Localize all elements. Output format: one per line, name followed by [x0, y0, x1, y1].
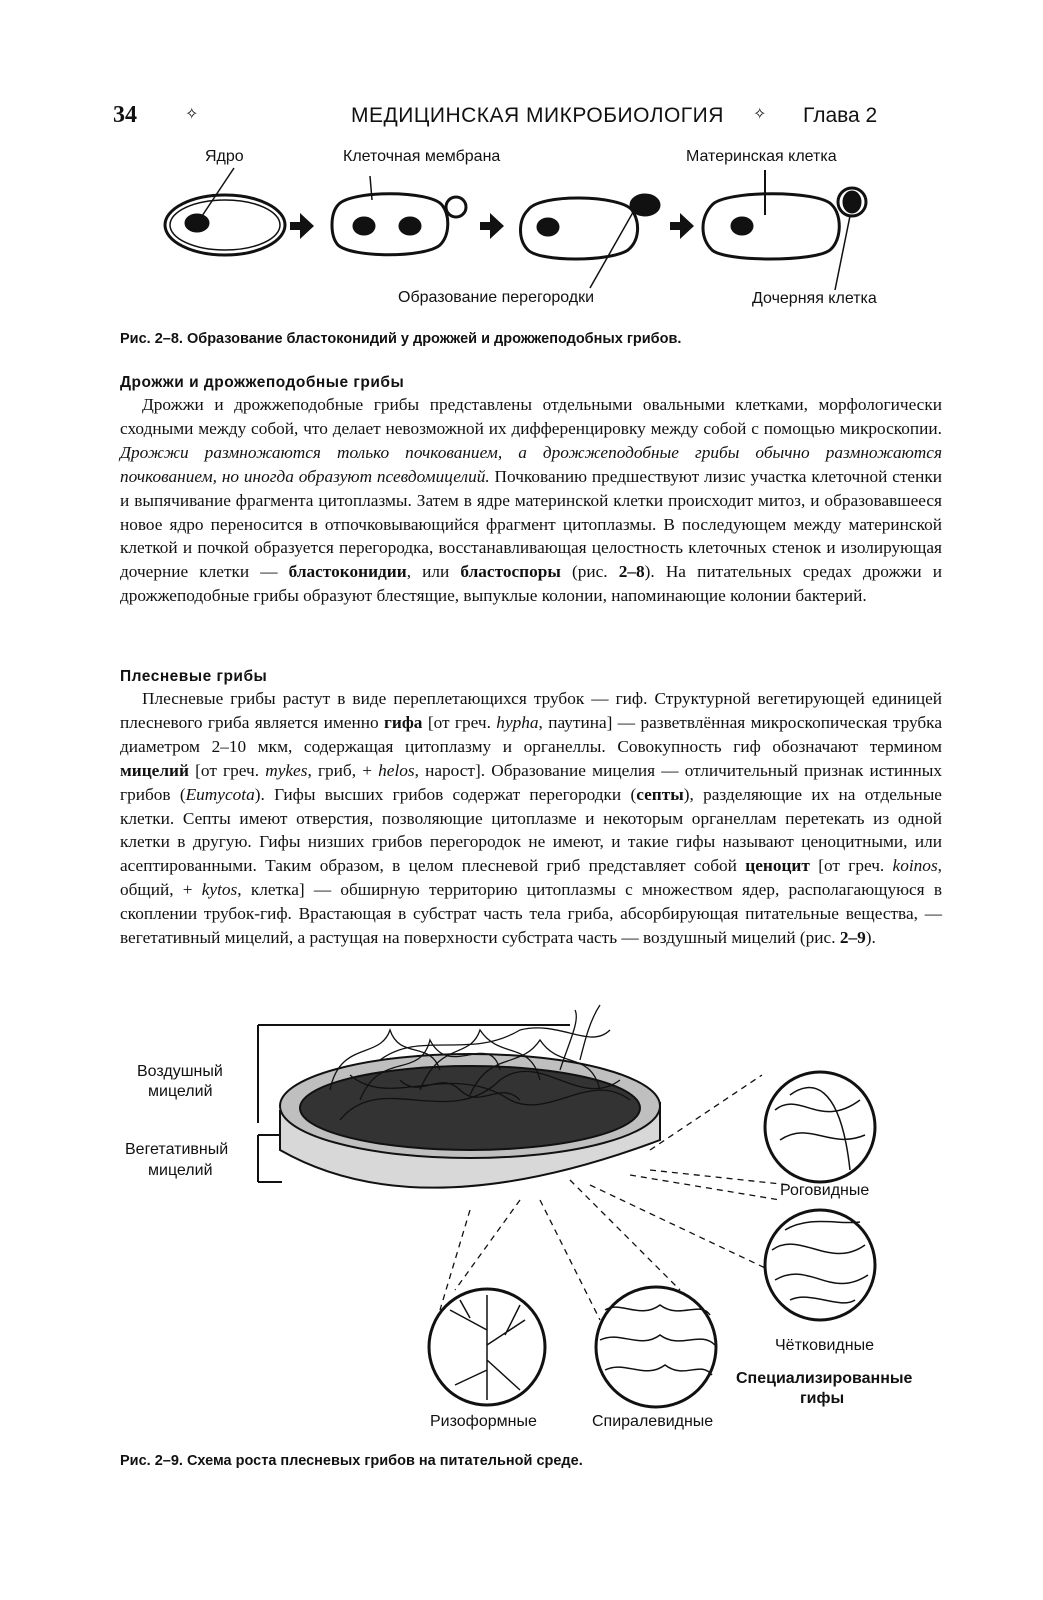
- figure-caption: Рис. 2–8. Образование бластоконидий у дрожжей и дрожжеподобных грибов.: [120, 331, 682, 347]
- label-nucleus: Ядро: [205, 148, 244, 165]
- bead-hyphae-inset: [765, 1210, 875, 1320]
- label-aerial-mycelium-2: мицелий: [148, 1083, 213, 1100]
- book-title: МЕДИЦИНСКАЯ МИКРОБИОЛОГИЯ: [351, 104, 724, 127]
- petri-dish: [280, 1054, 660, 1188]
- label-membrane: Клеточная мембрана: [343, 148, 501, 165]
- chapter-label: Глава 2: [803, 104, 878, 127]
- diamond-icon: ✧: [185, 106, 199, 123]
- label-septum: Образование перегородки: [398, 289, 595, 306]
- label-specialized-hyphae-2: гифы: [800, 1390, 845, 1407]
- label-horn-hyphae: Роговидные: [780, 1182, 870, 1199]
- vegetative-bracket: [258, 1135, 282, 1182]
- label-rhizoid-hyphae: Ризоформные: [430, 1413, 537, 1430]
- label-aerial-mycelium-1: Воздушный: [137, 1063, 223, 1080]
- spiral-hyphae-inset: [596, 1287, 716, 1407]
- horn-hyphae-inset: [765, 1072, 875, 1182]
- label-vegetative-mycelium-2: мицелий: [148, 1162, 213, 1179]
- section-heading-molds: Плесневые грибы: [120, 668, 268, 685]
- label-bead-hyphae: Чётковидные: [775, 1337, 874, 1354]
- figure-caption: Рис. 2–9. Схема роста плесневых грибов на питательной среде.: [120, 1453, 583, 1469]
- label-mother-cell: Материнская клетка: [686, 148, 837, 165]
- label-spiral-hyphae: Спиралевидные: [592, 1413, 714, 1430]
- paragraph-yeast: Дрожжи и дрожжеподобные грибы представлены отдельными овальными клетками, морфологически сходными между собой, что делает невозможной их дифференцировку между собой с помощью микроскопии. Дрожжи размножаются только почкованием, а дрожжеподобные грибы обычно размножаются почкованием, но иногда образуют псевдомицелий. Почкованию предшествуют лизис участка клеточной стенки и выпячивание фрагмента цитоплазмы. Затем в ядре материнской клетки происходит митоз, и образовавшееся новое ядро переносится в отпочковывающийся фрагмент цитоплазмы. В последующем между материнской клеткой и почкой образуется перегородка, восстанавливающая целостность клеточных стенок и изолирующая дочерние клетки — бластоконидии, или бластоспоры (рис. 2–8). На питательных средах дрожжи и дрожжеподобные грибы образуют блестящие, выпуклые колонии, напоминающие колонии бактерий.: [120, 395, 942, 606]
- page-number: 34: [113, 102, 137, 128]
- paragraph-molds: Плесневые грибы растут в виде переплетающихся трубок — гиф. Структурной вегетирующей единицей плесневого гриба является именно гифа [от греч. hypha, паутина] — разветвлённая микроскопическая трубка диаметром 2–10 мкм, содержащая цитоплазму и органеллы. Совокупность гиф обозначают термином мицелий [от греч. mykes, гриб, + helos, нарост]. Образование мицелия — отличительный признак истинных грибов (Eumycota). Гифы высших грибов содержат перегородки (септы), разделяющие их на отдельные клетки. Септы имеют отверстия, позволяющие цитоплазме и некоторым органеллам перетекать из одной клетки в другую. Гифы низших грибов перегородок не имеют, и такие гифы называют ценоцитными, или асептированными. Таким образом, в целом плесневой гриб представляет собой ценоцит [от греч. koinos, общий, + kytos, клетка] — обширную территорию цитоплазмы с множеством ядер, располагающуюся в скоплении трубок-гиф. Врастающая в субстрат часть тела гриба, абсорбирующая питательные вещества, — вегетативный мицелий, а растущая на поверхности субстрата часть — воздушный мицелий (рис. 2–9).: [120, 689, 943, 948]
- diamond-icon: ✧: [753, 106, 767, 123]
- label-daughter-cell: Дочерняя клетка: [752, 290, 877, 307]
- label-vegetative-mycelium-1: Вегетативный: [125, 1141, 229, 1158]
- label-specialized-hyphae-1: Специализированные: [736, 1370, 913, 1387]
- section-heading-yeast: Дрожжи и дрожжеподобные грибы: [120, 374, 405, 391]
